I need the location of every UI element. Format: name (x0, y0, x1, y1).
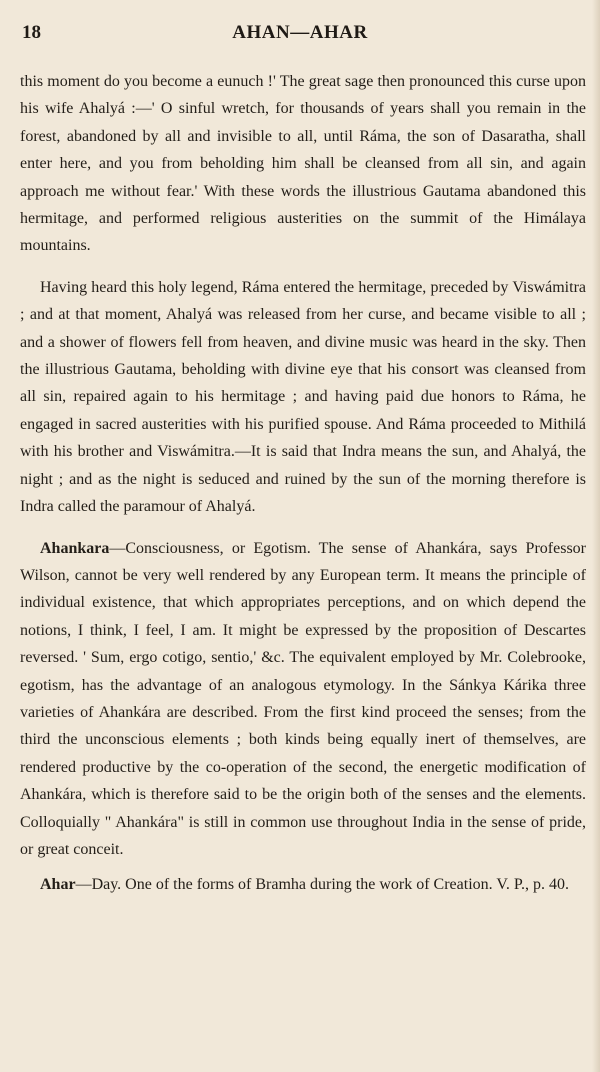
page-header (20, 22, 580, 46)
entry-ahankara-text: —Consciousness, or Egotism. The sense of Ahankára, says Professor Wilson, cannot be very well rendered by any European term. It means the principle of individual existence, that which appropriates perceptions, and on which depend the notions, I think, I feel, I am. It might be expressed by the proposition of Descartes reversed. ' Sum, ergo cotigo, sentio,' &c. The equivalent employed by Mr. Colebrooke, egotism, has the advantage of an analogous etymology. In the Sánkya Kárika three varieties of Ahankára are described. From the first kind proceed the senses; from the third the unconscious elements ; both kinds being equally inert of themselves, are rendered productive by the co-operation of the second, the energetic modification of Ahankára, which is therefore said to be the origin both of the senses and the elements. Colloquially " Ahankára" is still in common use throughout India in the sense of pride, or great conceit. (20, 539, 586, 858)
paragraph-rama-hermitage: Having heard this holy legend, Ráma entered the hermitage, preceded by Viswámitra ; and at that moment, Ahalyá was released from her curse, and became visible to all ; and a shower of flowers fell from heaven, and divine music was heard in the sky. Then the illustrious Gautama, beholding with divine eye that his consort was cleansed from all sin, repaired again to his hermitage ; and having paid due honors to Ráma, he engaged in sacred austerities with his purified spouse. And Ráma proceeded to Mithilá with his brother and Viswámitra.—It is said that Indra means the sun, and Ahalyá, the night ; and as the night is seduced and ruined by the sun of the morning therefore is Indra called the paramour of Ahalyá. (20, 278, 586, 516)
entry-ahar (20, 871, 586, 898)
entry-ahankara (20, 535, 586, 864)
headword-ahankara: Ahankara (40, 539, 110, 557)
entry-ahar-text: —Day. One of the forms of Bramha during the work of Creation. V. P., p. 40. (75, 876, 569, 894)
page-body (20, 68, 586, 907)
page-number: 18 (22, 22, 41, 43)
headword-ahar: Ahar (40, 876, 76, 894)
paragraph-continuation: this moment do you become a eunuch !' The great sage then pronounced this curse upon his wife Ahalyá :—' O sinful wretch, for thousands of years shall you remain in the forest, abandoned by all and invisible to all, until Ráma, the son of Dasaratha, shall enter here, and you from beholding him shall be cleansed from all sin, and again approach me without fear.' With these words the illustrious Gautama abandoned this hermitage, and performed religious austerities on the summit of the Himálaya mountains. (20, 73, 586, 255)
running-head: AHAN—AHAR (232, 22, 368, 43)
page-edge-shadow (592, 0, 600, 1072)
